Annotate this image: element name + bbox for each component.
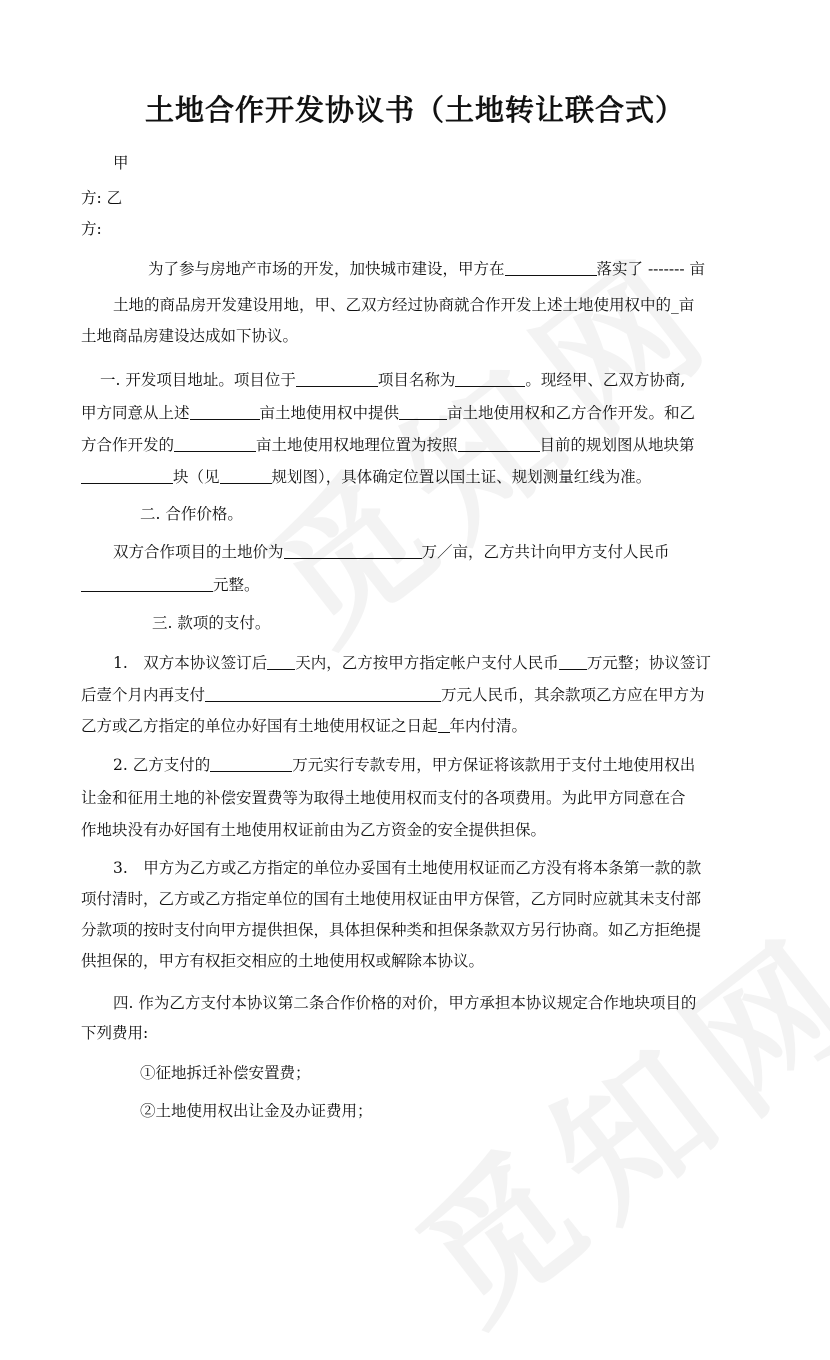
document-title: 土地合作开发协议书（土地转让联合式）: [144, 93, 685, 127]
intro-line-2: 土地的商品房开发建设用地，甲、乙双方经过协商就合作开发上述土地使用权中的_亩: [113, 296, 695, 314]
s1-line-4: 块（见 规划图），具体确定位置以国土证、规划测量红线为准。: [81, 467, 651, 487]
s4-line-1: 四. 作为乙方支付本协议第二条合作价格的对价，甲方承担本协议规定合作地块项目的: [113, 994, 697, 1012]
blank-field: [81, 467, 173, 484]
watermark: [368, 876, 830, 1360]
blank-field: [296, 370, 378, 387]
blank-field: [399, 403, 447, 420]
blank-field: [505, 259, 597, 276]
s1-line-2: 甲方同意从上述 亩土地使用权中提供 亩土地使用权和乙方合作开发。和乙: [81, 404, 696, 422]
s3-p2-line-2: 让金和征用土地的补偿安置费等为取得土地使用权而支付的各项费用。为此甲方同意在合: [81, 789, 686, 807]
blank-field: [220, 467, 272, 484]
blank-field: [81, 575, 213, 592]
s3-p1-line-2: 后壹个月内再支付 万元人民币，其余款项乙方应在甲方为: [81, 686, 705, 704]
blank-field: [458, 435, 540, 452]
s4-item-2: ②土地使用权出让金及办证费用；: [140, 1102, 373, 1120]
s3-p2-line-3: 作地块没有办好国有土地使用权证前由为乙方资金的安全提供担保。: [81, 821, 547, 839]
blank-field: [205, 685, 441, 702]
party-a-char: 甲: [113, 154, 129, 172]
blank-field: [438, 716, 450, 733]
intro-line-3: 土地商品房建设达成如下协议。: [81, 327, 299, 345]
party-b-char: 乙: [106, 189, 123, 207]
party-b-suffix: 方:: [81, 220, 102, 238]
party-label-row: [81, 188, 122, 208]
s1-line-3: 方合作开发的 亩土地使用权地理位置为按照 目前的规划图从地块第: [81, 436, 695, 454]
blank-field: [190, 403, 260, 420]
s3-heading: 三. 款项的支付。: [152, 614, 271, 632]
blank-field: [559, 653, 587, 670]
s4-line-2: 下列费用:: [81, 1024, 149, 1042]
s3-p2-line-1: 2. 乙方支付的 万元实行专款专用，甲方保证将该款用于支付土地使用权出: [113, 756, 696, 774]
blank-field: [267, 653, 295, 670]
s1-line-1: 一. 开发项目地址。项目位于 项目名称为 。现经甲、乙双方协商,: [100, 371, 686, 389]
s2-line-2: 元整。: [81, 575, 260, 595]
blank-field: [284, 542, 422, 559]
party-a-suffix: 方:: [81, 189, 102, 207]
s3-p3-line-3: 分款项的按时支付向甲方提供担保，具体担保种类和担保条款双方另行协商。如乙方拒绝提: [81, 921, 702, 939]
s3-p1-line-1: 1. 双方本协议签订后 天内，乙方按甲方指定帐户支付人民币 万元整；协议签订: [113, 654, 711, 672]
s3-p3-line-2: 项付清时，乙方或乙方指定单位的国有土地使用权证由甲方保管，乙方同时应就其未支付部: [81, 890, 702, 908]
blank-field: [174, 435, 256, 452]
s2-heading: 二. 合作价格。: [140, 505, 243, 523]
blank-field: [455, 370, 525, 387]
blank-field: [210, 755, 292, 772]
s3-p3-line-1: 3. 甲方为乙方或乙方指定的单位办妥国有土地使用权证而乙方没有将本条第一款的款: [113, 859, 702, 877]
intro-line-1: 为了参与房地产市场的开发，加快城市建设，甲方在 落实了 ------- 亩: [148, 260, 706, 278]
s2-line-1: 双方合作项目的土地价为 万／亩，乙方共计向甲方支付人民币: [113, 543, 670, 561]
s4-item-1: ①征地拆迁补偿安置费；: [140, 1064, 311, 1082]
s3-p3-line-4: 供担保的，甲方有权拒交相应的土地使用权或解除本协议。: [81, 952, 485, 970]
s3-p1-line-3: 乙方或乙方指定的单位办好国有土地使用权证之日起 年内付清。: [81, 717, 528, 735]
